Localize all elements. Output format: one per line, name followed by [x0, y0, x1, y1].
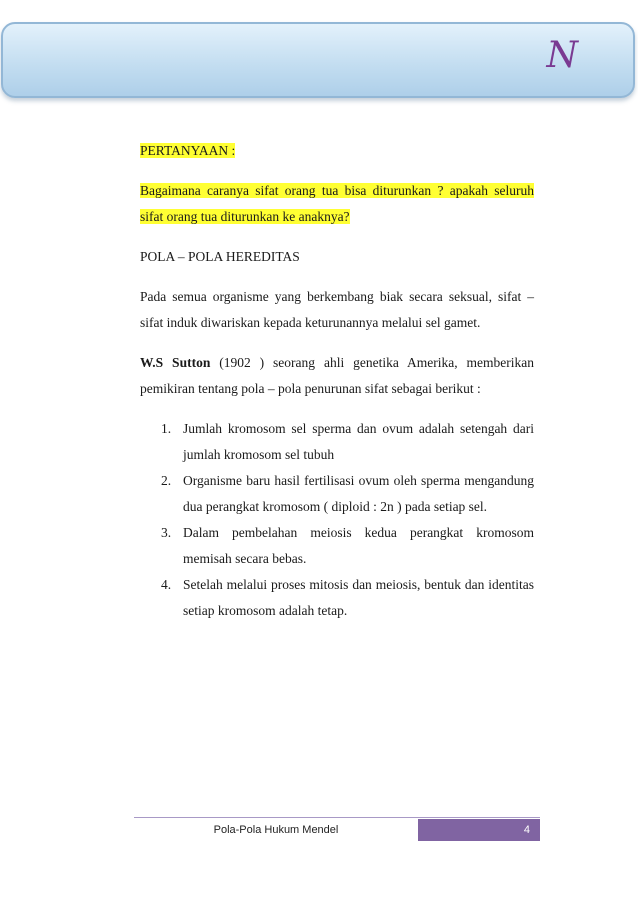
- list-item-number: 2.: [161, 473, 172, 488]
- section-title: POLA – POLA HEREDITAS: [140, 249, 300, 264]
- page-content: [140, 138, 534, 624]
- list-item-text: Setelah melalui proses mitosis dan meiosis, bentuk dan identitas setiap kromosom adalah tetap.: [183, 577, 534, 618]
- list-item-text: Jumlah kromosom sel sperma dan ovum adalah setengah dari jumlah kromosom sel tubuh: [183, 421, 534, 462]
- list-item: [161, 572, 534, 624]
- footer-title: Pola-Pola Hukum Mendel: [213, 824, 339, 836]
- question-text-paragraph: [140, 178, 534, 230]
- header-band: [1, 22, 635, 98]
- paragraph-sutton: [140, 350, 534, 402]
- sutton-author: W.S Sutton: [140, 355, 211, 370]
- list-item: [161, 416, 534, 468]
- header-letter: N: [546, 35, 578, 76]
- question-text: Bagaimana caranya sifat orang tua bisa diturunkan ? apakah seluruh sifat orang tua diturunkan ke anaknya?: [140, 183, 534, 224]
- list-item-text: Organisme baru hasil fertilisasi ovum oleh sperma mengandung dua perangkat kromosom ( diploid : 2n ) pada setiap sel.: [183, 473, 534, 514]
- list-item: [161, 468, 534, 520]
- list-item-number: 4.: [161, 577, 172, 592]
- sutton-list: [140, 416, 534, 624]
- question-label-paragraph: [140, 138, 534, 164]
- list-item: [161, 520, 534, 572]
- list-item-number: 3.: [161, 525, 172, 540]
- sutton-text: (1902 ) seorang ahli genetika Amerika, memberikan pemikiran tentang pola – pola penurunan sifat sebagai berikut :: [140, 355, 534, 396]
- page-number: 4: [418, 819, 540, 841]
- list-item-text: Dalam pembelahan meiosis kedua perangkat kromosom memisah secara bebas.: [183, 525, 534, 566]
- paragraph-organisme: Pada semua organisme yang berkembang biak secara seksual, sifat – sifat induk diwariskan kepada keturunannya melalui sel gamet.: [140, 289, 534, 330]
- list-item-number: 1.: [161, 421, 172, 436]
- question-label: PERTANYAAN :: [140, 143, 236, 158]
- footer-divider: [134, 817, 540, 818]
